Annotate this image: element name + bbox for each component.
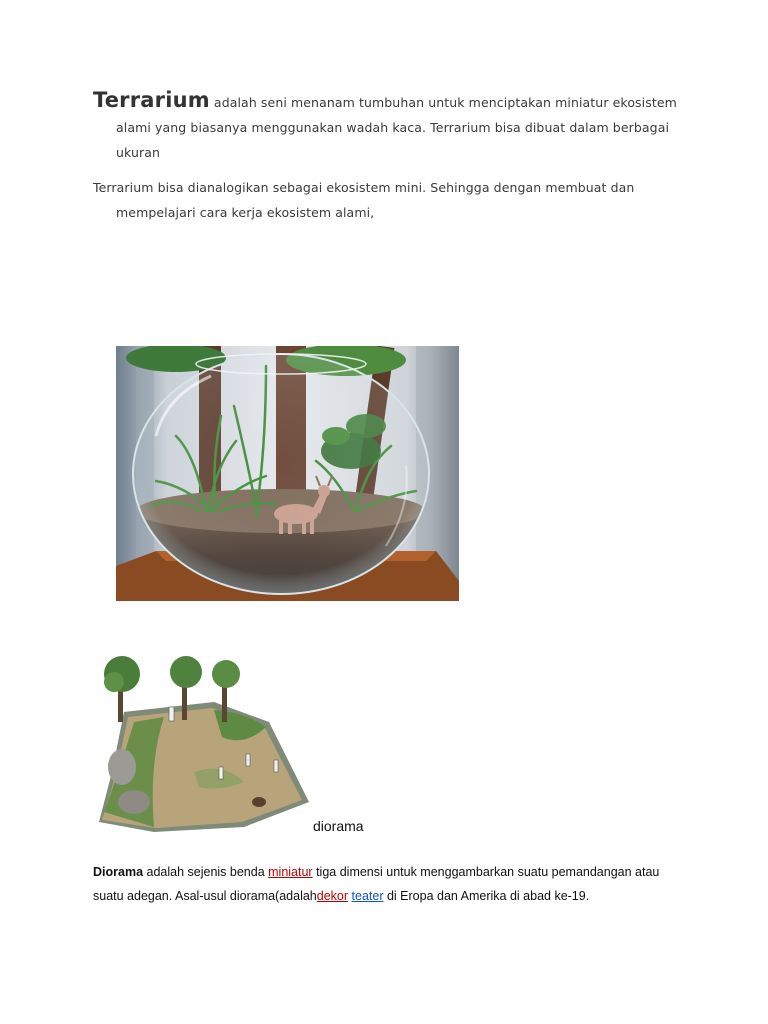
diorama-text-4: di Eropa dan Amerika di abad ke-19.: [383, 889, 590, 903]
terrarium-photo: [116, 346, 459, 601]
teater-link[interactable]: teater: [351, 889, 384, 903]
diorama-text-2: tiga dimensi untuk menggambarkan suatu pemandangan atau suatu adegan. Asal-usul diorama(adalah: [93, 865, 660, 903]
diorama-text-1: adalah sejenis benda: [143, 865, 269, 879]
diorama-photo: [94, 652, 312, 834]
terrarium-definition-paragraph: [93, 88, 696, 165]
diorama-term: Diorama: [93, 865, 144, 879]
diorama-definition-paragraph: [93, 860, 673, 908]
dekor-link[interactable]: dekor: [316, 889, 349, 903]
terrarium-term: Terrarium: [93, 88, 210, 112]
terrarium-definition-text: adalah seni menanam tumbuhan untuk menciptakan miniatur ekosistem alami yang biasanya menggunakan wadah kaca. Terrarium bisa dibuat dalam berbagai ukuran: [116, 95, 677, 160]
miniatur-link[interactable]: miniatur: [268, 865, 313, 879]
diorama-caption: diorama: [313, 818, 364, 834]
terrarium-analogy-paragraph: Terrarium bisa dianalogikan sebagai ekosistem mini. Sehingga dengan membuat dan mempelajari cara kerja ekosistem alami,: [93, 180, 635, 220]
